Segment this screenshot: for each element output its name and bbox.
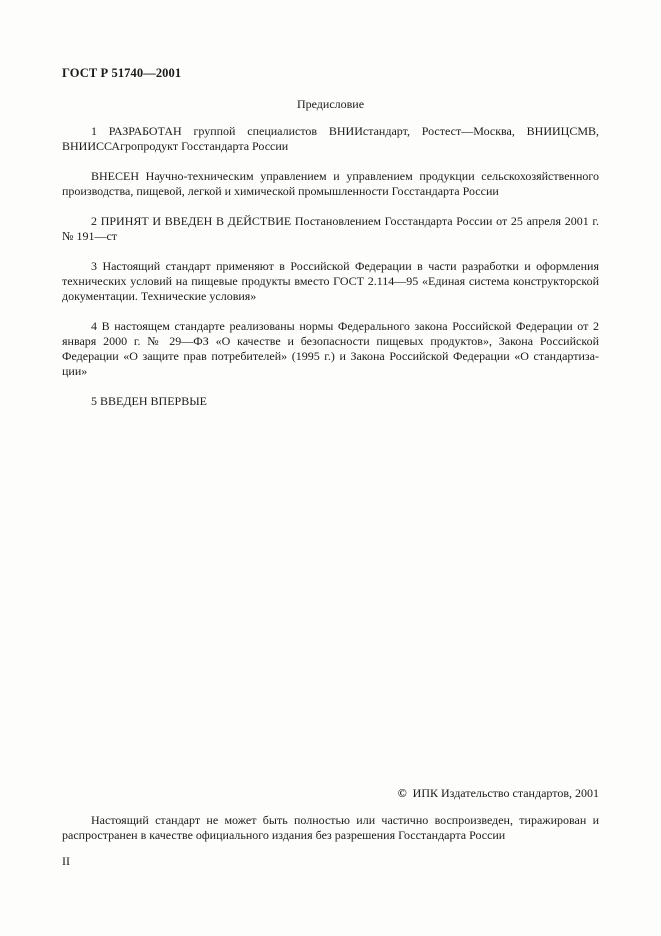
preface-paragraph-norms: 4 В настоящем стандарте реализованы нормы Федерального закона Российской Федерации от 2 января 2000 г. № 29—ФЗ «О качестве и безопасности пищевых продуктов», Закона Российской Федерации «О защите прав потребителей» (1995 г.) и Закона Российской Федерации «О стандартиза-ции» [62,319,599,378]
preface-body [62,124,599,424]
preface-paragraph-first-introduced: 5 ВВЕДЕН ВПЕРВЫЕ [91,394,207,408]
page-number: II [62,854,70,868]
preface-paragraph-applied: 3 Настоящий стандарт применяют в Российской Федерации в части разработки и оформления технических условий на пищевые продукты вместо ГОСТ 2.114—95 «Единая система конструкторской документации. Технические условия» [62,259,599,303]
document-code: ГОСТ Р 51740—2001 [62,66,182,80]
copyright-text: ИПК Издательство стандартов, 2001 [412,786,599,800]
preface-paragraph-adopted: 2 ПРИНЯТ И ВВЕДЕН В ДЕЙСТВИЕ Постановлением Госстандарта России от 25 апреля 2001 г. № 191—ст [62,214,599,243]
reproduction-notice: Настоящий стандарт не может быть полностью или частично воспроизведен, тиражирован и распространен в качестве официального издания без разрешения Госстандарта России [62,813,599,842]
preface-paragraph-introduced: ВНЕСЕН Научно-техническим управлением и управлением продукции сельскохозяйственного производства, пищевой, легкой и химической промышленности Госстандарта России [62,169,599,198]
copyright-symbol: © [397,786,407,800]
preface-paragraph-developed: 1 РАЗРАБОТАН группой специалистов ВНИИстандарт, Ростест—Москва, ВНИИЦСМВ, ВНИИССАгропродукт Госстандарта России [62,124,599,153]
copyright-line [398,786,599,801]
preface-title: Предисловие [296,97,365,111]
